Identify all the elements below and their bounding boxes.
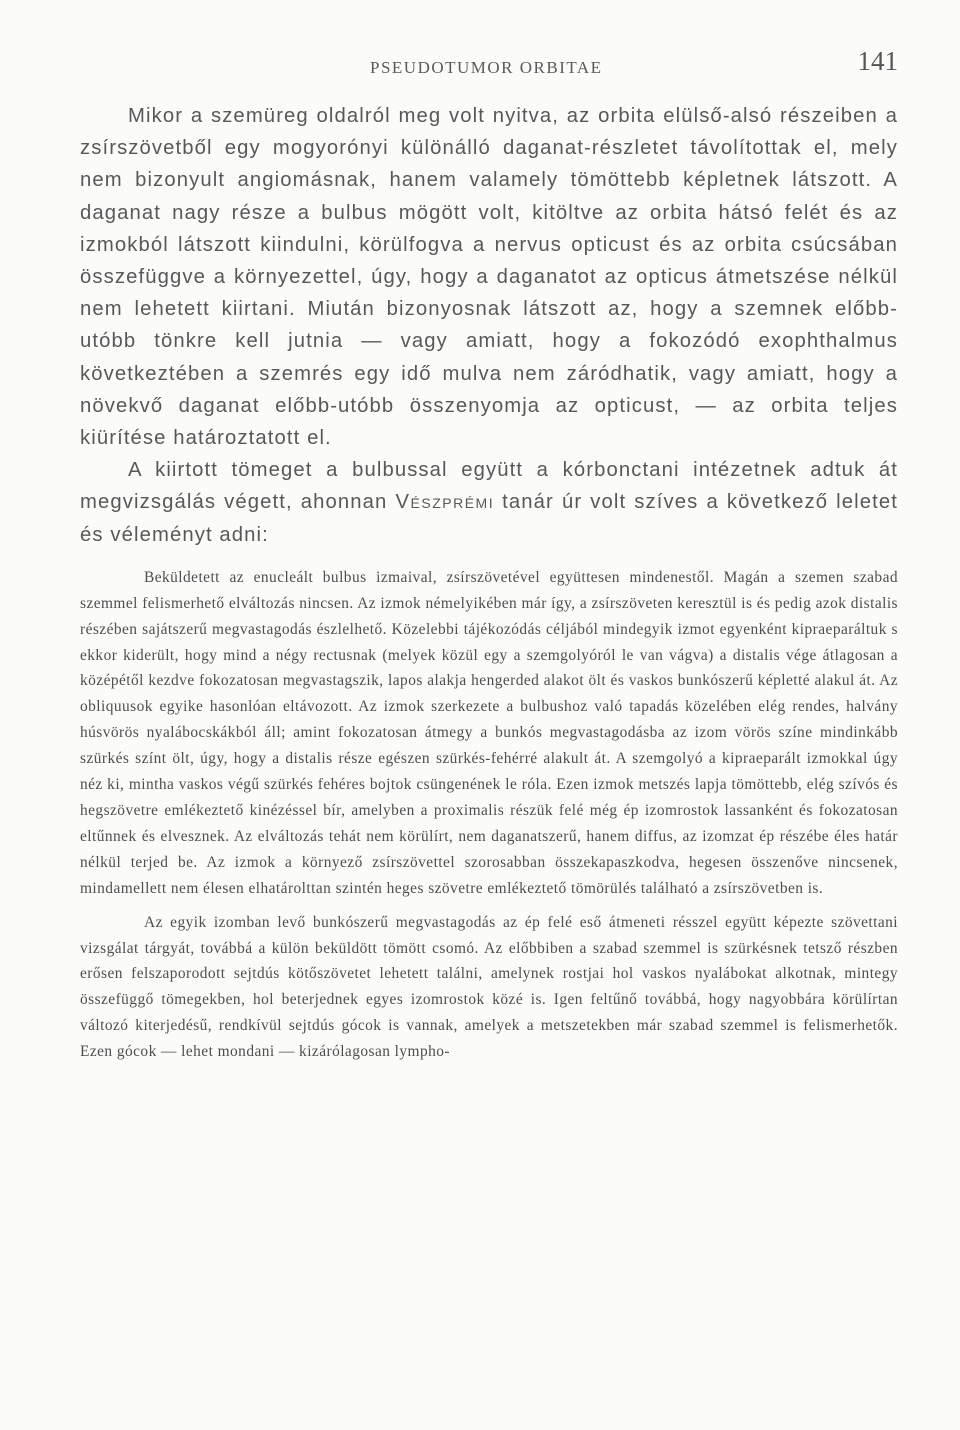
paragraph-intro: Mikor a szemüreg oldalról meg volt nyitva, az orbita elülső-alsó részeiben a zsírszövetből egy mogyorónyi különálló daganat-részletet távolítottak el, mely nem bizonyult angiomásnak, hanem valamely tömöttebb képletnek látszott. A daganat nagy része a bulbus mögött volt, kitöltve az orbita hátsó felét és az izmokból látszott kiindulni, körülfogva a nervus opticust és az orbita csúcsában összefüggve a környezettel, úgy, hogy a daganatot az opticus átmetszése nélkül nem lehetett kiirtani. Miután bizonyosnak látszott az, hogy a szemnek előbb-utóbb tönkre kell jutnia — vagy amiatt, hogy a fokozódó exophthalmus következtében a szemrés egy idő mulva nem záródhatik, vagy amiatt, hogy a növekvő daganat előbb-utóbb összenyomja az opticust, — az orbita teljes kiürítése határoztatott el.: [80, 105, 898, 450]
paragraph-specimen-sent: [80, 454, 898, 551]
paragraph-specimen-sent-before: A kiirtott tömeget a bulbussal együtt a kórbonctani intézetnek adtuk át megvizsgálás végett, ahonnan: [80, 459, 898, 514]
running-head: [80, 46, 898, 80]
paragraph-specimen-sent-after: tanár úr volt szíves a következő leletet és véleményt adni:: [80, 491, 898, 546]
body-text: [80, 100, 898, 1065]
paragraph-report-gross: Beküldetett az enucleált bulbus izmaival, zsírszövetével együttesen mindenestől. Magán a szemen szabad szemmel felismerhető elváltozás nincsen. Az izmok némelyikében már így, a zsírszöveten keresztül is és pedig azok distalis részében sajátszerű megvastagodás észlelhető. Közelebbi tájékozódás céljából mindegyik izmot egyenként kipraeparáltuk s ekkor kiderült, hogy mind a négy rectusnak (melyek közül egy a szemgolyóról le van vágva) a distalis vége átlagosan a középétől kezdve fokozatosan megvastagszik, lapos alakja hengerded alakot ölt és vaskos bunkószerű képletté alakul át. Az obliquusok egyike hasonlóan eltávozott. Az izmok szerkezete a bulbushoz való tapadás közelében elég rendes, halvány húsvörös nyalábocskákból áll; amint fokozatosan átmegy a bunkós megvastagodásba az izom vörös színe mindinkább szürkés színt ölt, úgy, hogy a distalis része egészen szürkés-fehérré alakult át. A szemgolyó a kipraeparált izmokkal úgy néz ki, mintha vaskos végű szürkés fehéres bojtok csüngenének le róla. Ezen izmok metszés lapja tömöttebb, elég szívós és hegszövetre emlékeztető kinézéssel bír, amelyben a proximalis részük felé még ép izomrostok lassanként és fokozatosan eltűnnek és elvesznek. Az elváltozás tehát nem körülírt, nem daganatszerű, hanem diffus, az izomzat ép részébe éles határ nélkül terjed be. Az izmok a környező zsírszövettel szorosabban összekapaszkodva, hegesen összenőve nincsenek, mindamellett nem élesen elhatárolttan szintén heges szövetre emlékeztető tömörülés található a zsírszövetben is.: [80, 568, 898, 897]
running-title: PSEUDOTUMOR ORBITAE: [370, 58, 603, 77]
author-name: Vészprémi: [395, 491, 495, 514]
page-number: 141: [857, 46, 898, 76]
paragraph-report-histology: Az egyik izomban levő bunkószerű megvastagodás az ép felé eső átmeneti résszel együtt képezte szövettani vizsgálat tárgyát, továbbá a külön beküldött tömött csomó. Az előbbiben a szabad szemmel is szürkésnek tetsző részben erősen felszaporodott sejtdús kötőszövetet lehetett találni, amelynek rostjai hol vaskos nyalábokat alkotnak, mintegy összefüggő tömegekben, hol beterjednek egyes izomrostok közé is. Igen feltűnő továbbá, hogy nagyobbára körülírtan változó kiterjedésű, rendkívül sejtdús gócok is vannak, amelyek a metszetekben már szabad szemmel is felismerhetők. Ezen gócok — lehet mondani — kizárólagosan lympho-: [80, 913, 898, 1061]
